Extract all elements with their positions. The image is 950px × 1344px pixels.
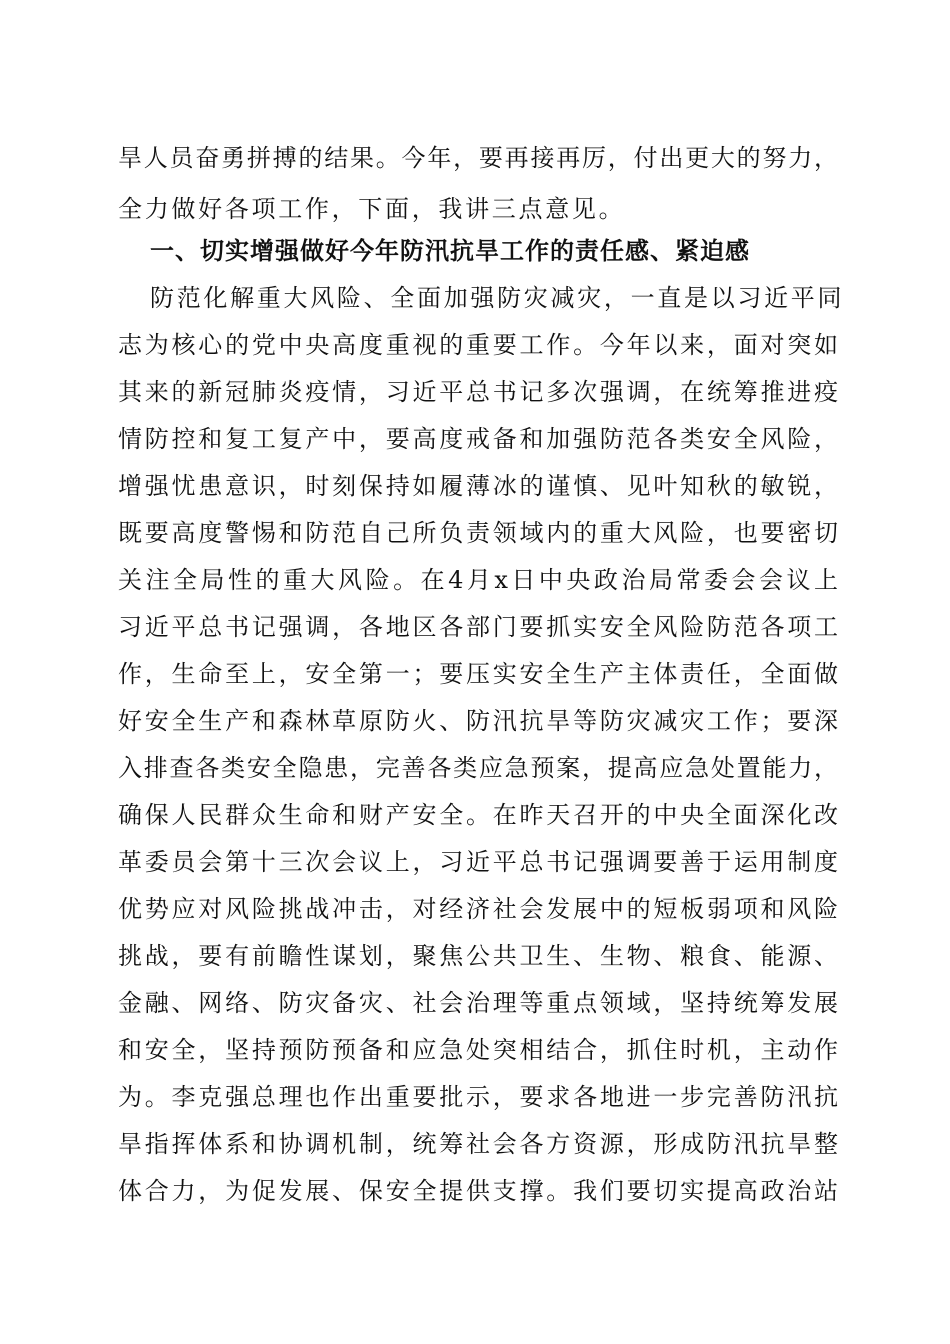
body-line-16: 金融、网络、防灾备灾、社会治理等重点领域，坚持统筹发展 [118,989,838,1017]
body-line-6: 既要高度警惕和防范自己所负责领域内的重大风险，也要密切 [118,519,838,547]
body-line-17: 和安全，坚持预防预备和应急处突相结合，抓住时机，主动作 [118,1036,838,1064]
body-line-15: 挑战，要有前瞻性谋划，聚焦公共卫生、生物、粮食、能源、 [118,942,838,970]
body-line-1: 防范化解重大风险、全面加强防灾减灾，一直是以习近平同 [150,284,845,312]
body-line-10: 好安全生产和森林草原防火、防汛抗旱等防灾减灾工作；要深 [118,707,838,735]
body-line-19: 旱指挥体系和协调机制，统筹社会各方资源，形成防汛抗旱整 [118,1130,838,1158]
body-line-14: 优势应对风险挑战冲击，对经济社会发展中的短板弱项和风险 [118,895,838,923]
body-line-3: 其来的新冠肺炎疫情，习近平总书记多次强调，在统筹推进疫 [118,378,838,406]
body-line-7: 关注全局性的重大风险。在4月x日中央政治局常委会会议上 [118,566,838,594]
body-line-8: 习近平总书记强调，各地区各部门要抓实安全风险防范各项工 [118,613,838,641]
body-line-2: 志为核心的党中央高度重视的重要工作。今年以来，面对突如 [118,331,838,359]
section-heading: 一、切实增强做好今年防汛抗旱工作的责任感、紧迫感 [150,237,750,265]
body-line-4: 情防控和复工复产中，要高度戒备和加强防范各类安全风险， [118,425,838,453]
body-line-11: 入排查各类安全隐患，完善各类应急预案，提高应急处置能力， [118,754,838,782]
body-line-5: 增强忧患意识，时刻保持如履薄冰的谨慎、见叶知秋的敏锐， [118,472,838,500]
body-line-18: 为。李克强总理也作出重要批示，要求各地进一步完善防汛抗 [118,1083,838,1111]
body-line-20: 体合力，为促发展、保安全提供支撑。我们要切实提高政治站 [118,1177,838,1205]
body-line-12: 确保人民群众生命和财产安全。在昨天召开的中央全面深化改 [118,801,838,829]
intro-line-2: 全力做好各项工作，下面，我讲三点意见。 [118,195,626,223]
intro-line-1: 旱人员奋勇拼搏的结果。今年，要再接再厉，付出更大的努力， [118,144,838,172]
body-line-13: 革委员会第十三次会议上，习近平总书记强调要善于运用制度 [118,848,838,876]
body-line-9: 作，生命至上，安全第一；要压实安全生产主体责任，全面做 [118,660,838,688]
